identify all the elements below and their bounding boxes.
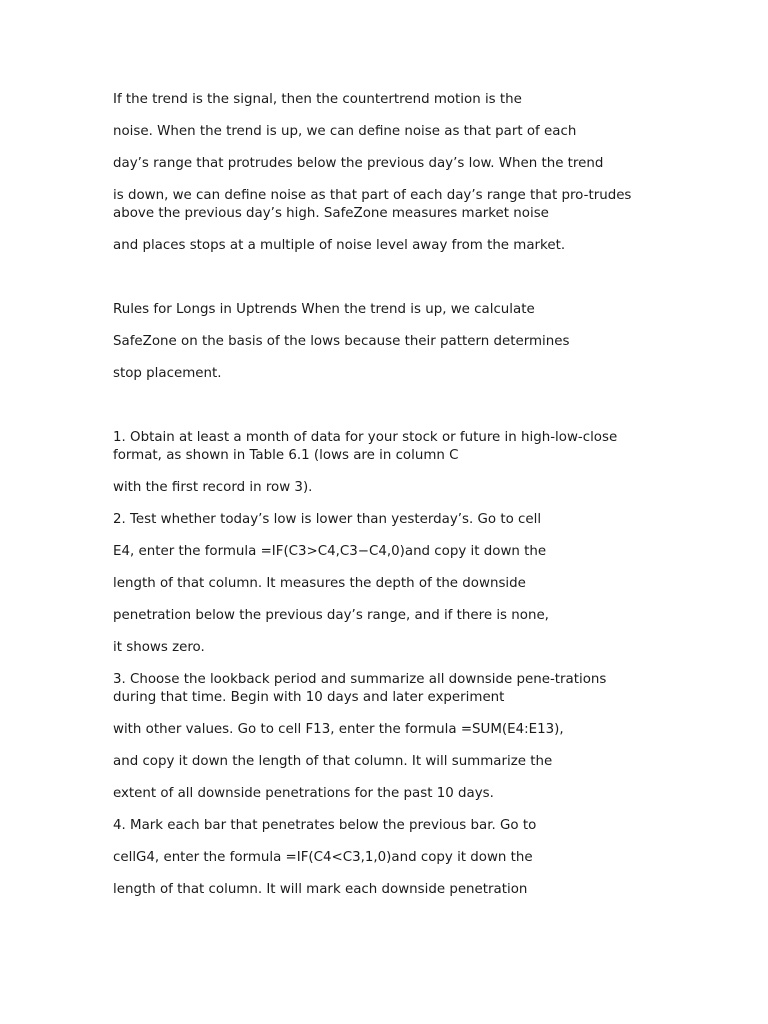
- document-page: [113, 91, 653, 899]
- paragraph-14: penetration below the previous day’s range, and if there is none,: [113, 608, 549, 623]
- paragraph-15: it shows zero.: [113, 640, 205, 655]
- paragraph-22: length of that column. It will mark each downside penetration: [113, 882, 528, 897]
- paragraph-3: day’s range that protrudes below the previous day’s low. When the trend: [113, 156, 604, 171]
- paragraph-13: length of that column. It measures the depth of the downside: [113, 576, 526, 591]
- paragraph-2: noise. When the trend is up, we can define noise as that part of each: [113, 124, 577, 139]
- list-item-1: 1. Obtain at least a month of data for your stock or future in high-low-close format, as shown in Table 6.1 (lows are in column C: [113, 430, 618, 463]
- paragraph-21: cellG4, enter the formula =IF(C4<C3,1,0)and copy it down the: [113, 850, 533, 865]
- paragraph-5: and places stops at a multiple of noise level away from the market.: [113, 238, 566, 253]
- paragraph-8: stop placement.: [113, 366, 222, 381]
- paragraph-17: with other values. Go to cell F13, enter the formula =SUM(E4:E13),: [113, 722, 564, 737]
- paragraph-4: is down, we can define noise as that part of each day’s range that pro-trudes above the previous day’s high. SafeZone measures market noise: [113, 188, 632, 221]
- paragraph-7: SafeZone on the basis of the lows because their pattern determines: [113, 334, 570, 349]
- paragraph-18: and copy it down the length of that column. It will summarize the: [113, 754, 553, 769]
- paragraph-6: Rules for Longs in Uptrends When the trend is up, we calculate: [113, 302, 535, 317]
- list-item-4: 4. Mark each bar that penetrates below the previous bar. Go to: [113, 818, 537, 833]
- list-item-3: 3. Choose the lookback period and summarize all downside pene-trations during that time. Begin with 10 days and later experiment: [113, 672, 607, 705]
- paragraph-12: E4, enter the formula =IF(C3>C4,C3−C4,0)and copy it down the: [113, 544, 547, 559]
- paragraph-19: extent of all downside penetrations for the past 10 days.: [113, 786, 494, 801]
- paragraph-10: with the first record in row 3).: [113, 480, 313, 495]
- paragraph-1: If the trend is the signal, then the countertrend motion is the: [113, 92, 522, 107]
- list-item-2: 2. Test whether today’s low is lower than yesterday’s. Go to cell: [113, 512, 542, 527]
